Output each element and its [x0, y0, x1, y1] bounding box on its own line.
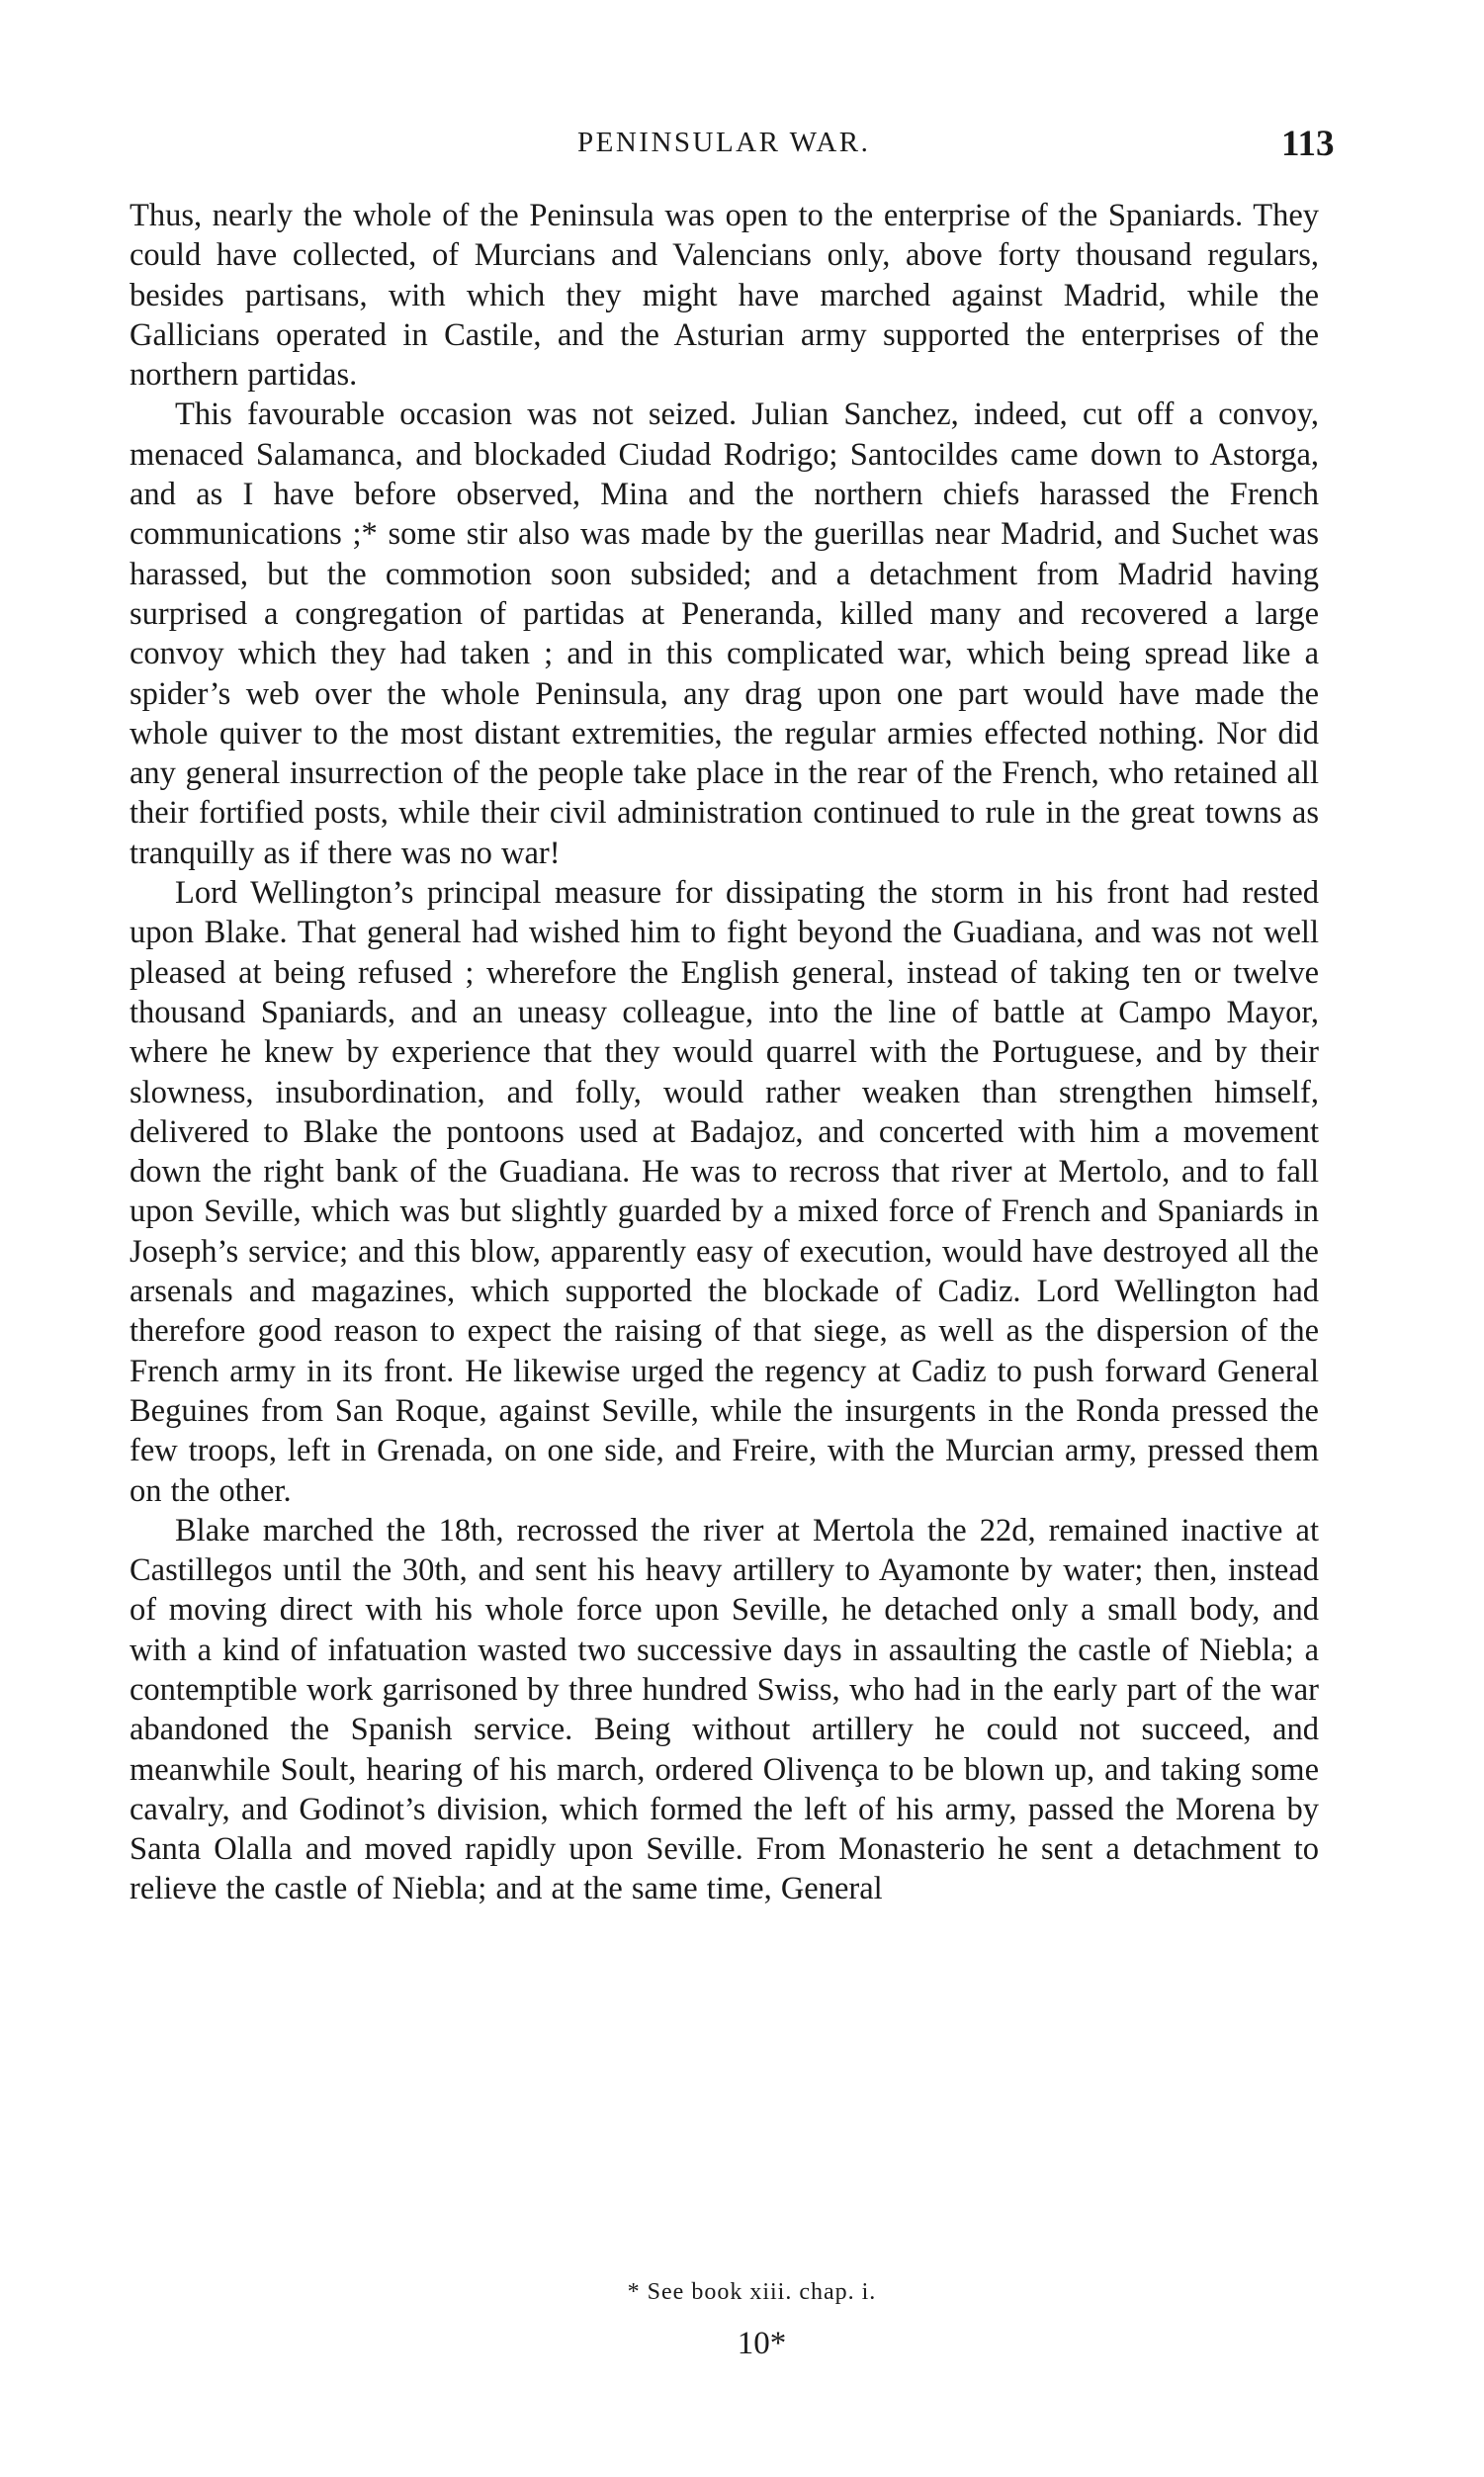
- paragraph: Lord Wellington’s principal measure for dissipating the storm in his front had rested upon Blake. That general had wished him to fight beyond the Guadiana, and was not well pleased at being refused ; wherefore the English general, instead of taking ten or twelve thousand Spaniards, and an uneasy colleague, into the line of battle at Campo Mayor, where he knew by experience that they would quarrel with the Portuguese, and by their slowness, insubordination, and folly, would rather weaken than strengthen himself, delivered to Blake the pontoons used at Badajoz, and concerted with him a movement down the right bank of the Guadiana. He was to recross that river at Mertolo, and to fall upon Seville, which was but slightly guarded by a mixed force of French and Spaniards in Joseph’s service; and this blow, apparently easy of execution, would have destroyed all the arsenals and magazines, which supported the blockade of Cadiz. Lord Wellington had therefore good reason to expect the raising of that siege, as well as the dispersion of the French army in its front. He likewise urged the regency at Cadiz to push forward General Beguines from San Roque, against Seville, while the insurgents in the Ronda pressed the few troops, left in Grenada, on one side, and Freire, with the Murcian army, pressed them on the other.: [130, 875, 1319, 1509]
- paragraph: This favourable occasion was not seized. Julian Sanchez, indeed, cut off a convoy, menaced Salamanca, and blockaded Ciudad Rodrigo; Santocildes came down to Astorga, and as I have before observed, Mina and the northern chiefs harassed the French communications ;* some stir also was made by the guerillas near Madrid, and Suchet was harassed, but the commotion soon subsided; and a detachment from Madrid having surprised a congregation of partidas at Peneranda, killed many and recovered a large convoy which they had taken ; and in this complicated war, which being spread like a spider’s web over the whole Peninsula, any drag upon one part would have made the whole quiver to the most distant extremities, the regular armies effected nothing. Nor did any general insurrection of the people take place in the rear of the French, who retained all their fortified posts, while their civil administration continued to rule in the great towns as tranquilly as if there was no war!: [130, 397, 1319, 871]
- paragraph: Thus, nearly the whole of the Peninsula was open to the enterprise of the Spaniards. They could have collected, of Murcians and Valencians only, above forty thousand regulars, besides partisans, with which they might have marched against Madrid, while the Gallicians operated in Castile, and the Asturian army supported the enterprises of the northern partidas.: [130, 198, 1319, 394]
- signature-mark: 10*: [737, 2326, 787, 2361]
- body-text: [130, 196, 1319, 1909]
- running-head: [0, 123, 1484, 162]
- signature-mark-area: [0, 2326, 1484, 2362]
- paragraph: Blake marched the 18th, recrossed the river at Mertola the 22d, remained inactive at Castillegos until the 30th, and sent his heavy artillery to Ayamonte by water; then, instead of moving direct with his whole force upon Seville, he detached only a small body, and with a kind of infatuation wasted two successive days in assaulting the castle of Niebla; a contemptible work garrisoned by three hundred Swiss, who had in the early part of the war abandoned the Spanish service. Being without artillery he could not succeed, and meanwhile Soult, hearing of his march, ordered Olivença to be blown up, and taking some cavalry, and Godinot’s division, which formed the left of his army, passed the Morena by Santa Olalla and moved rapidly upon Seville. From Monasterio he sent a detachment to relieve the castle of Niebla; and at the same time, General: [130, 1512, 1319, 1907]
- footnote: * See book xiii. chap. i.: [627, 2279, 877, 2305]
- page-number: 113: [1281, 124, 1335, 164]
- running-title: PENINSULAR WAR.: [577, 127, 871, 158]
- footnote-area: [0, 2279, 1484, 2306]
